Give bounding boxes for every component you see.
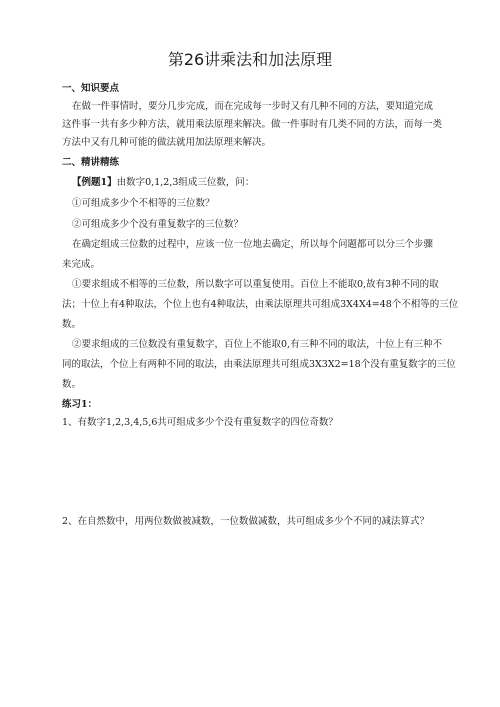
analysis-line: 来完成。 <box>62 259 101 270</box>
example-text: 由数字0,1,2,3组成三位数，问： <box>116 177 255 188</box>
paragraph-line: 方法中又有几种可能的做法就用加法原理来解决。 <box>62 137 272 148</box>
answer-1-line: ①要求组成不相等的三位数，所以数字可以重复使用。百位上不能取0,故有3种不同的取 <box>72 279 439 290</box>
question-1: ①可组成多少个不相等的三位数？ <box>72 198 215 209</box>
section-heading-practice: 二、精讲精练 <box>62 157 120 168</box>
page-title: 第26讲乘法和加法原理 <box>167 50 333 69</box>
paragraph-line: 在做一件事情时，要分几步完成，而在完成每一步时又有几种不同的方法，要知道完成 <box>72 101 434 112</box>
answer-space <box>62 535 442 685</box>
answer-2-line: 同的取法，个位上有两种不同的取法，由乘法原理共可组成3X3X2=18个没有重复数字的三位 <box>62 359 456 370</box>
example-label: 【例题1】 <box>72 177 117 188</box>
practice-question-1: 1、有数字1,2,3,4,5,6共可组成多少个没有重复数字的四位奇数？ <box>62 417 338 428</box>
paragraph-line: 这件事一共有多少种方法，就用乘法原理来解决。做一件事时有几类不同的方法，而每一类 <box>62 119 443 130</box>
answer-1-line: 法；十位上有4种取法，个位上也有4种取法，由乘法原理共可组成3X4X4=48个不相等的三位 <box>62 299 459 310</box>
answer-space <box>62 436 442 512</box>
answer-2-line: ②要求组成的三位数没有重复数字，百位上不能取0,有三种不同的取法，十位上有三种不 <box>72 339 443 350</box>
practice-question-2: 2、在自然数中，用两位数做被减数，一位数做减数，共可组成多少个不同的减法算式？ <box>62 516 430 527</box>
analysis-line: 在确定组成三位数的过程中，应该一位一位地去确定，所以每个问题都可以分三个步骤 <box>72 239 434 250</box>
question-2: ②可组成多少个没有重复数字的三位数？ <box>72 219 244 230</box>
practice-heading: 练习1： <box>62 399 98 410</box>
section-heading-knowledge: 一、知识要点 <box>62 83 120 94</box>
answer-2-line: 数。 <box>62 379 82 390</box>
answer-1-line: 数。 <box>62 319 82 330</box>
example-line <box>72 176 254 190</box>
